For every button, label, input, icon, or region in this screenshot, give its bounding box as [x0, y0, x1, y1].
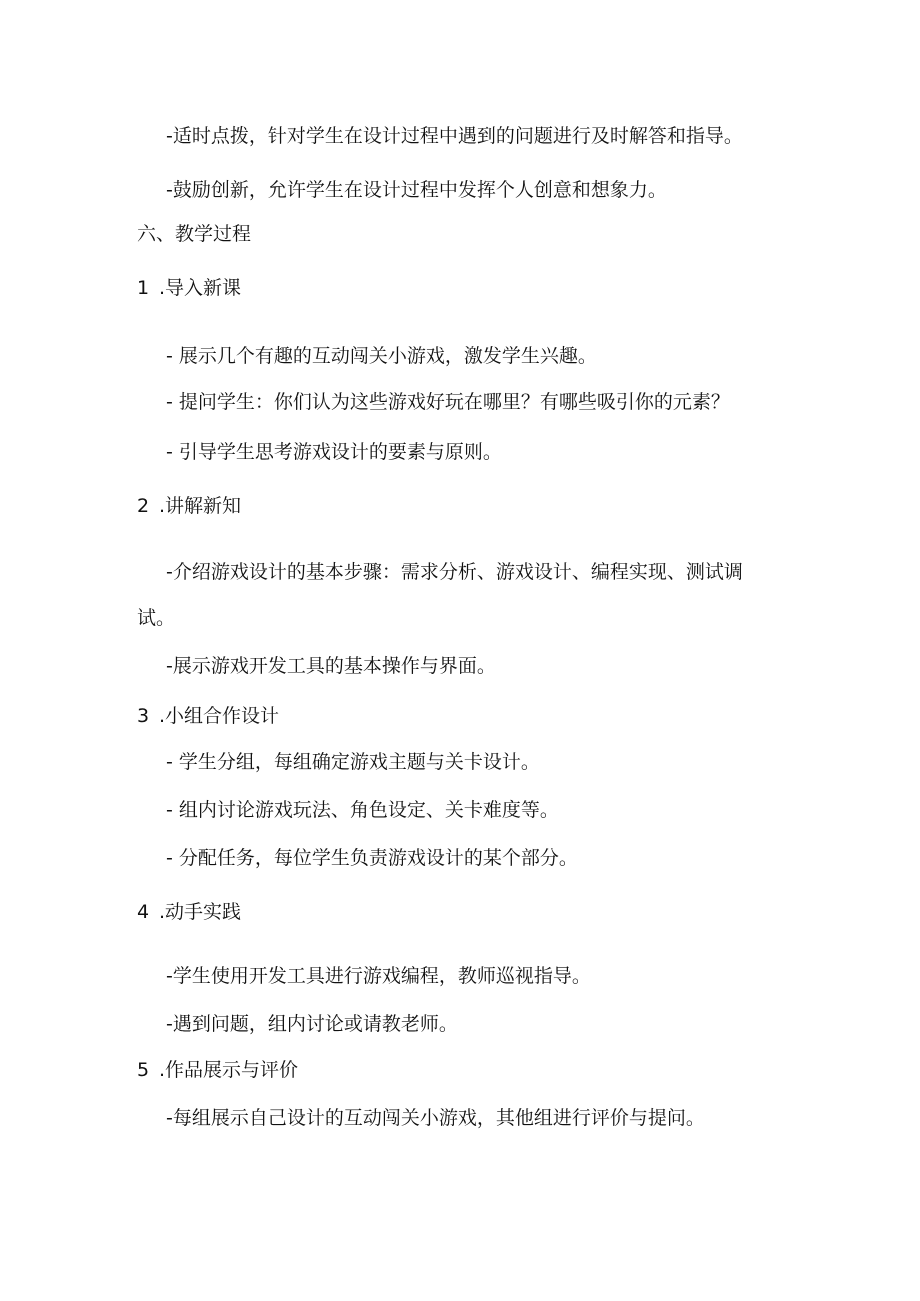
step-number: 2: [137, 495, 150, 517]
step-title: .小组合作设计: [159, 705, 280, 727]
step-heading: [137, 704, 279, 728]
step-number: 4: [137, 901, 150, 923]
list-item: - 引导学生思考游戏设计的要素与原则。: [166, 441, 502, 463]
intro-line: -鼓励创新，允许学生在设计过程中发挥个人创意和想象力。: [166, 179, 667, 201]
list-item: -展示游戏开发工具的基本操作与界面。: [166, 655, 496, 677]
step-title: .讲解新知: [159, 495, 242, 517]
step-title: .导入新课: [159, 277, 242, 299]
list-item: -学生使用开发工具进行游戏编程，教师巡视指导。: [166, 965, 591, 987]
list-item: -遇到问题，组内讨论或请教老师。: [166, 1013, 458, 1035]
step-number: 5: [137, 1059, 150, 1081]
step-heading: [137, 900, 241, 924]
list-item: -介绍游戏设计的基本步骤：需求分析、游戏设计、编程实现、测试调: [166, 561, 743, 583]
step-title: .动手实践: [159, 901, 242, 923]
list-item: - 学生分组，每组确定游戏主题与关卡设计。: [166, 751, 540, 773]
step-heading: [137, 276, 241, 300]
list-item: - 分配任务，每位学生负责游戏设计的某个部分。: [166, 847, 578, 869]
step-heading: [137, 1058, 298, 1082]
step-title: .作品展示与评价: [159, 1059, 299, 1081]
section-heading: 六、教学过程: [137, 223, 252, 245]
list-item-continuation: 试。: [137, 607, 176, 629]
step-heading: [137, 494, 241, 518]
step-number: 1: [137, 277, 150, 299]
list-item: - 展示几个有趣的互动闯关小游戏，激发学生兴趣。: [166, 345, 597, 367]
step-number: 3: [137, 705, 150, 727]
list-item: - 提问学生：你们认为这些游戏好玩在哪里？有哪些吸引你的元素？: [166, 391, 730, 413]
intro-line: -适时点拨，针对学生在设计过程中遇到的问题进行及时解答和指导。: [166, 125, 743, 147]
list-item: - 组内讨论游戏玩法、角色设定、关卡难度等。: [166, 799, 559, 821]
list-item: -每组展示自己设计的互动闯关小游戏，其他组进行评价与提问。: [166, 1107, 705, 1129]
